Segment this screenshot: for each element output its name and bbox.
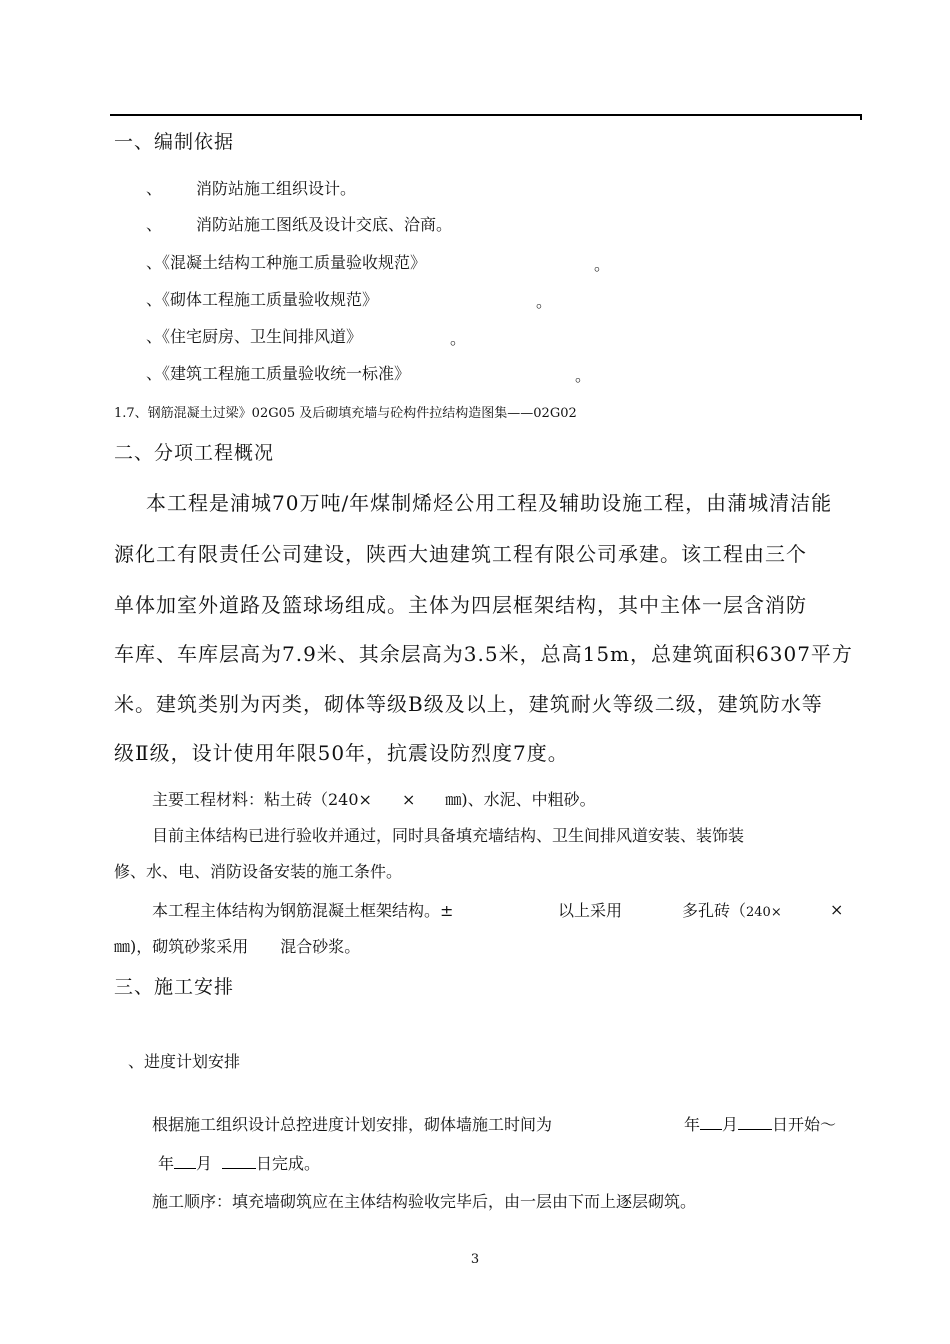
section1-heading: 一、编制依据 [114,131,235,153]
reference-end: 。 [536,292,553,311]
status-line: 修、水、电、消防设备安装的施工条件。 [114,862,403,881]
page-number: 3 [470,1252,480,1267]
section2-heading: 二、分项工程概况 [114,442,275,464]
reference-item: 、《砌体工程施工质量验收规范》 [146,290,379,309]
header-rule-tick [860,114,862,120]
structure-line-e: × [830,900,844,919]
materials-line: 主要工程材料：粘土砖（240× × ㎜)、水泥、中粗砂。 [152,790,596,809]
date-blank [222,1154,256,1169]
reference-end: 。 [450,329,467,348]
schedule-line-1: 根据施工组织设计总控进度计划安排，砌体墙施工时间为 [152,1115,553,1134]
date-blank [738,1115,772,1130]
schedule-line-2: 年 月 日完成。 [158,1154,321,1173]
sequence-line: 施工顺序：填充墙砌筑应在主体结构验收完毕后，由一层由下而上逐层砌筑。 [152,1192,697,1211]
date-blank [700,1115,722,1130]
section3-heading: 三、施工安排 [114,976,235,998]
overview-line: 源化工有限责任公司建设，陕西大迪建筑工程有限公司承建。该工程由三个 [114,542,807,566]
structure-line-b: 以上采用 [558,901,623,920]
reference-item: 、《混凝土结构工种施工质量验收规范》 [146,253,427,272]
overview-line: 单体加室外道路及篮球场组成。主体为四层框架结构，其中主体一层含消防 [114,593,807,617]
overview-line: 本工程是浦城70万吨/年煤制烯烃公用工程及辅助设施工程，由蒲城清洁能 [146,491,833,515]
header-rule [110,114,862,116]
reference-item-7: 1.7、钢筋混凝土过梁》02G05 及后砌填充墙与砼构件拉结构造图集——02G02 [114,406,577,421]
reference-item: 、 消防站施工组织设计。 [146,179,357,198]
overview-line: 车库、车库层高为7.9米、其余层高为3.5米，总高15m，总建筑面积6307平方 [114,642,853,666]
schedule-subheading: 、进度计划安排 [128,1052,241,1071]
structure-line-c: 多孔砖（240× [682,901,782,920]
reference-item: 、《建筑工程施工质量验收统一标准》 [146,364,411,383]
structure-line: 本工程主体结构为钢筋混凝土框架结构。± [152,901,454,920]
status-line: 目前主体结构已进行验收并通过，同时具备填充墙结构、卫生间排风道安装、装饰装 [152,826,745,845]
reference-end: 。 [594,255,611,274]
schedule-line-1-date: 年 月 日开始～ [684,1115,837,1134]
mortar-line: ㎜)，砌筑砂浆采用 混合砂浆。 [114,937,361,956]
reference-item: 、 消防站施工图纸及设计交底、洽商。 [146,215,453,234]
overview-line: 米。建筑类别为丙类，砌体等级B级及以上，建筑耐火等级二级，建筑防水等 [114,692,823,716]
reference-item: 、《住宅厨房、卫生间排风道》 [146,327,363,346]
overview-line: 级Ⅱ级，设计使用年限50年，抗震设防烈度7度。 [114,741,569,765]
date-blank [174,1154,196,1169]
reference-end: 。 [575,366,592,385]
